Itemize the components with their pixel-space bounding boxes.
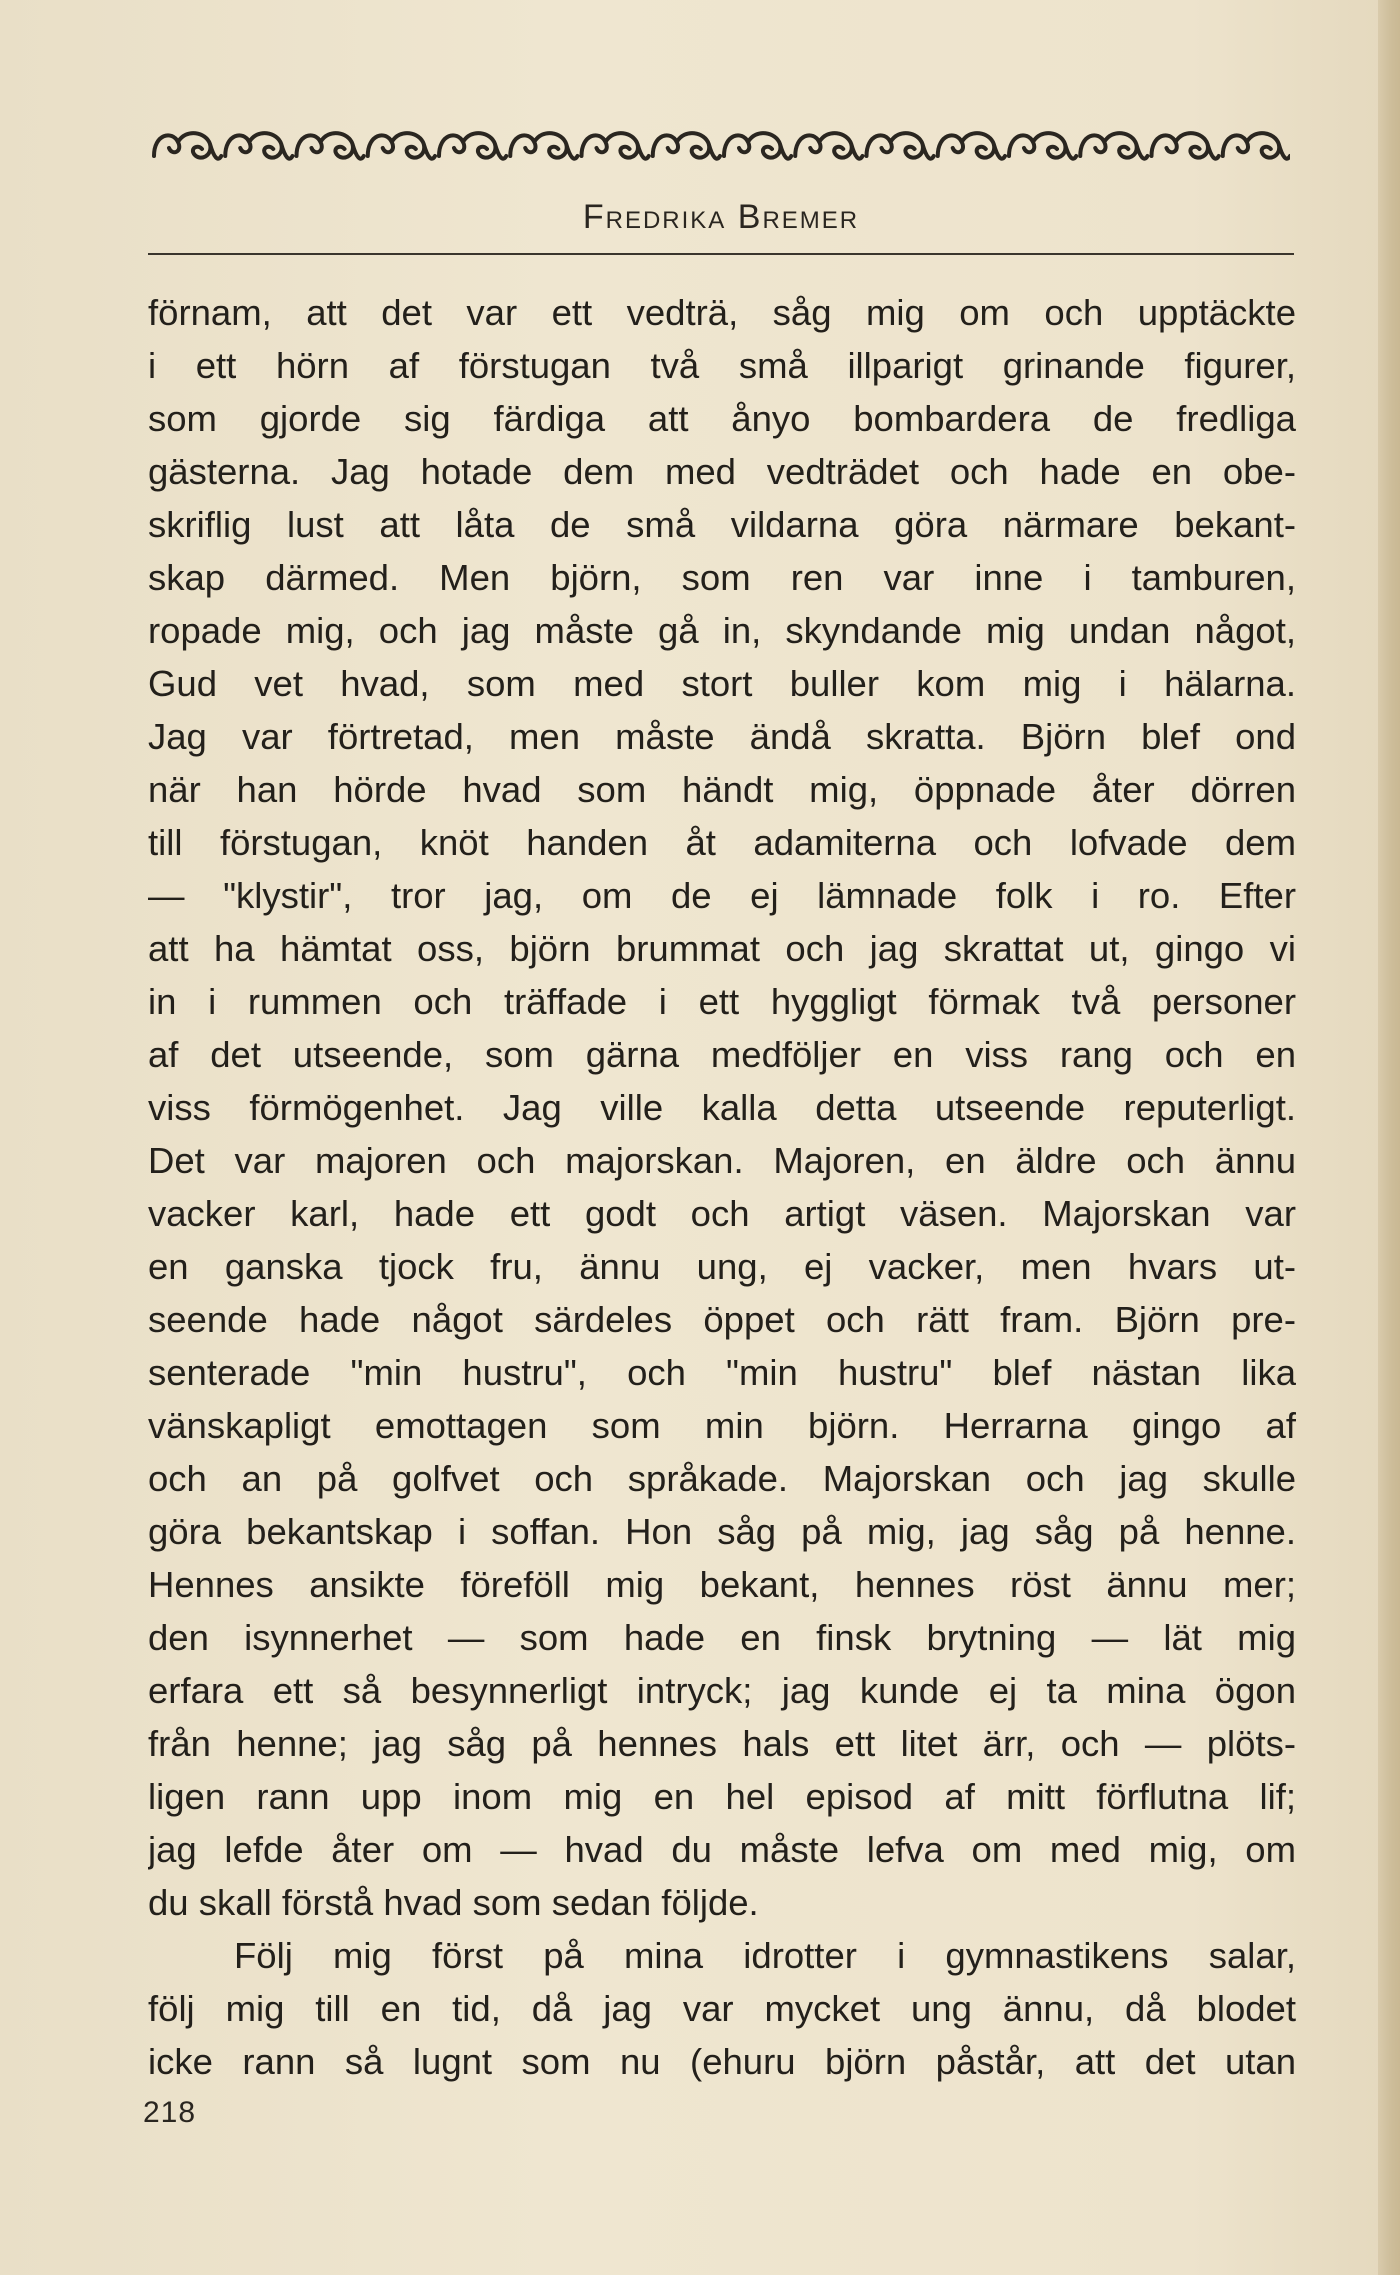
text-line: att ha hämtat oss, björn brummat och jag skrattat ut, gingo vi <box>148 928 1296 969</box>
ornament-scroll-segment <box>297 133 364 159</box>
text-line: göra bekantskap i soffan. Hon såg på mig, jag såg på henne. <box>148 1511 1296 1552</box>
ornament-scroll-segment <box>795 133 862 159</box>
text-line: icke rann så lugnt som nu (ehuru björn påstår, att det utan <box>148 2041 1296 2082</box>
ornament-scroll-segment <box>724 133 791 159</box>
text-line: vänskapligt emottagen som min björn. Herrarna gingo af <box>148 1405 1296 1446</box>
page-edge <box>1378 0 1400 2275</box>
ornament-scroll-segment <box>225 133 292 159</box>
text-line: och an på golfvet och språkade. Majorskan och jag skulle <box>148 1458 1296 1499</box>
text-line: Hennes ansikte föreföll mig bekant, hennes röst ännu mer; <box>148 1564 1296 1605</box>
text-line: förnam, att det var ett vedträ, såg mig om och upptäckte <box>148 292 1296 333</box>
text-line: till förstugan, knöt handen åt adamiterna och lofvade dem <box>148 822 1296 863</box>
ornament-scroll-segment <box>582 133 649 159</box>
text-line: när han hörde hvad som händt mig, öppnade åter dörren <box>148 769 1296 810</box>
ornament-scroll-segment <box>1152 133 1219 159</box>
text-line: Gud vet hvad, som med stort buller kom mig i hälarna. <box>148 663 1296 704</box>
text-line: Följ mig först på mina idrotter i gymnastikens salar, <box>234 1935 1296 1976</box>
ornament-scroll-segment <box>1009 133 1076 159</box>
text-line: den isynnerhet — som hade en finsk brytning — lät mig <box>148 1617 1296 1658</box>
text-line: ropade mig, och jag måste gå in, skyndande mig undan något, <box>148 610 1296 651</box>
text-line: från henne; jag såg på hennes hals ett litet ärr, och — plöts- <box>148 1723 1296 1764</box>
text-line: erfara ett så besynnerligt intryck; jag kunde ej ta mina ögon <box>148 1670 1296 1711</box>
text-line: du skall förstå hvad som sedan följde. <box>148 1882 759 1923</box>
ornament-scroll-segment <box>653 133 720 159</box>
ornament-scroll-segment <box>154 133 221 159</box>
ornament-scroll-segment <box>368 133 435 159</box>
text-line: följ mig till en tid, då jag var mycket ung ännu, då blodet <box>148 1988 1296 2029</box>
text-line: in i rummen och träffade i ett hyggligt förmak två personer <box>148 981 1296 1022</box>
text-line: af det utseende, som gärna medföljer en viss rang och en <box>148 1034 1296 1075</box>
text-line: vacker karl, hade ett godt och artigt väsen. Majorskan var <box>148 1193 1296 1234</box>
text-line: som gjorde sig färdiga att ånyo bombardera de fredliga <box>148 398 1296 439</box>
text-line: gästerna. Jag hotade dem med vedträdet och hade en obe- <box>148 451 1296 492</box>
body-text <box>148 286 1296 2088</box>
page-header <box>148 198 1294 258</box>
text-line: senterade "min hustru", och "min hustru" blef nästan lika <box>148 1352 1296 1393</box>
text-line: skap därmed. Men björn, som ren var inne i tamburen, <box>148 557 1296 598</box>
running-head: Fredrika Bremer <box>582 198 860 236</box>
text-line: Jag var förtretad, men måste ändå skratta. Björn blef ond <box>148 716 1296 757</box>
text-line: i ett hörn af förstugan två små illparigt grinande figurer, <box>148 345 1296 386</box>
ornament-scroll-segment <box>867 133 934 159</box>
text-line: seende hade något särdeles öppet och rätt fram. Björn pre- <box>148 1299 1296 1340</box>
ornament-scroll-segment <box>1223 133 1290 159</box>
ornament-scroll-segment <box>938 133 1005 159</box>
ornament-scroll-segment <box>510 133 577 159</box>
text-line: skriflig lust att låta de små vildarna göra närmare bekant- <box>148 504 1296 545</box>
text-line: Det var majoren och majorskan. Majoren, en äldre och ännu <box>148 1140 1296 1181</box>
ornament-scroll-segment <box>1080 133 1147 159</box>
text-line: jag lefde åter om — hvad du måste lefva om med mig, om <box>148 1829 1296 1870</box>
text-line: en ganska tjock fru, ännu ung, ej vacker, men hvars ut- <box>148 1246 1296 1287</box>
ornament-scroll-segment <box>439 133 506 159</box>
text-line: ligen rann upp inom mig en hel episod af mitt förflutna lif; <box>148 1776 1296 1817</box>
wave-scroll-border-ornament-icon <box>150 122 1290 172</box>
header-rule <box>148 253 1294 255</box>
text-line: — "klystir", tror jag, om de ej lämnade folk i ro. Efter <box>148 875 1296 916</box>
text-line: viss förmögenhet. Jag ville kalla detta utseende reputerligt. <box>148 1087 1296 1128</box>
page-number: 218 <box>143 2096 197 2129</box>
